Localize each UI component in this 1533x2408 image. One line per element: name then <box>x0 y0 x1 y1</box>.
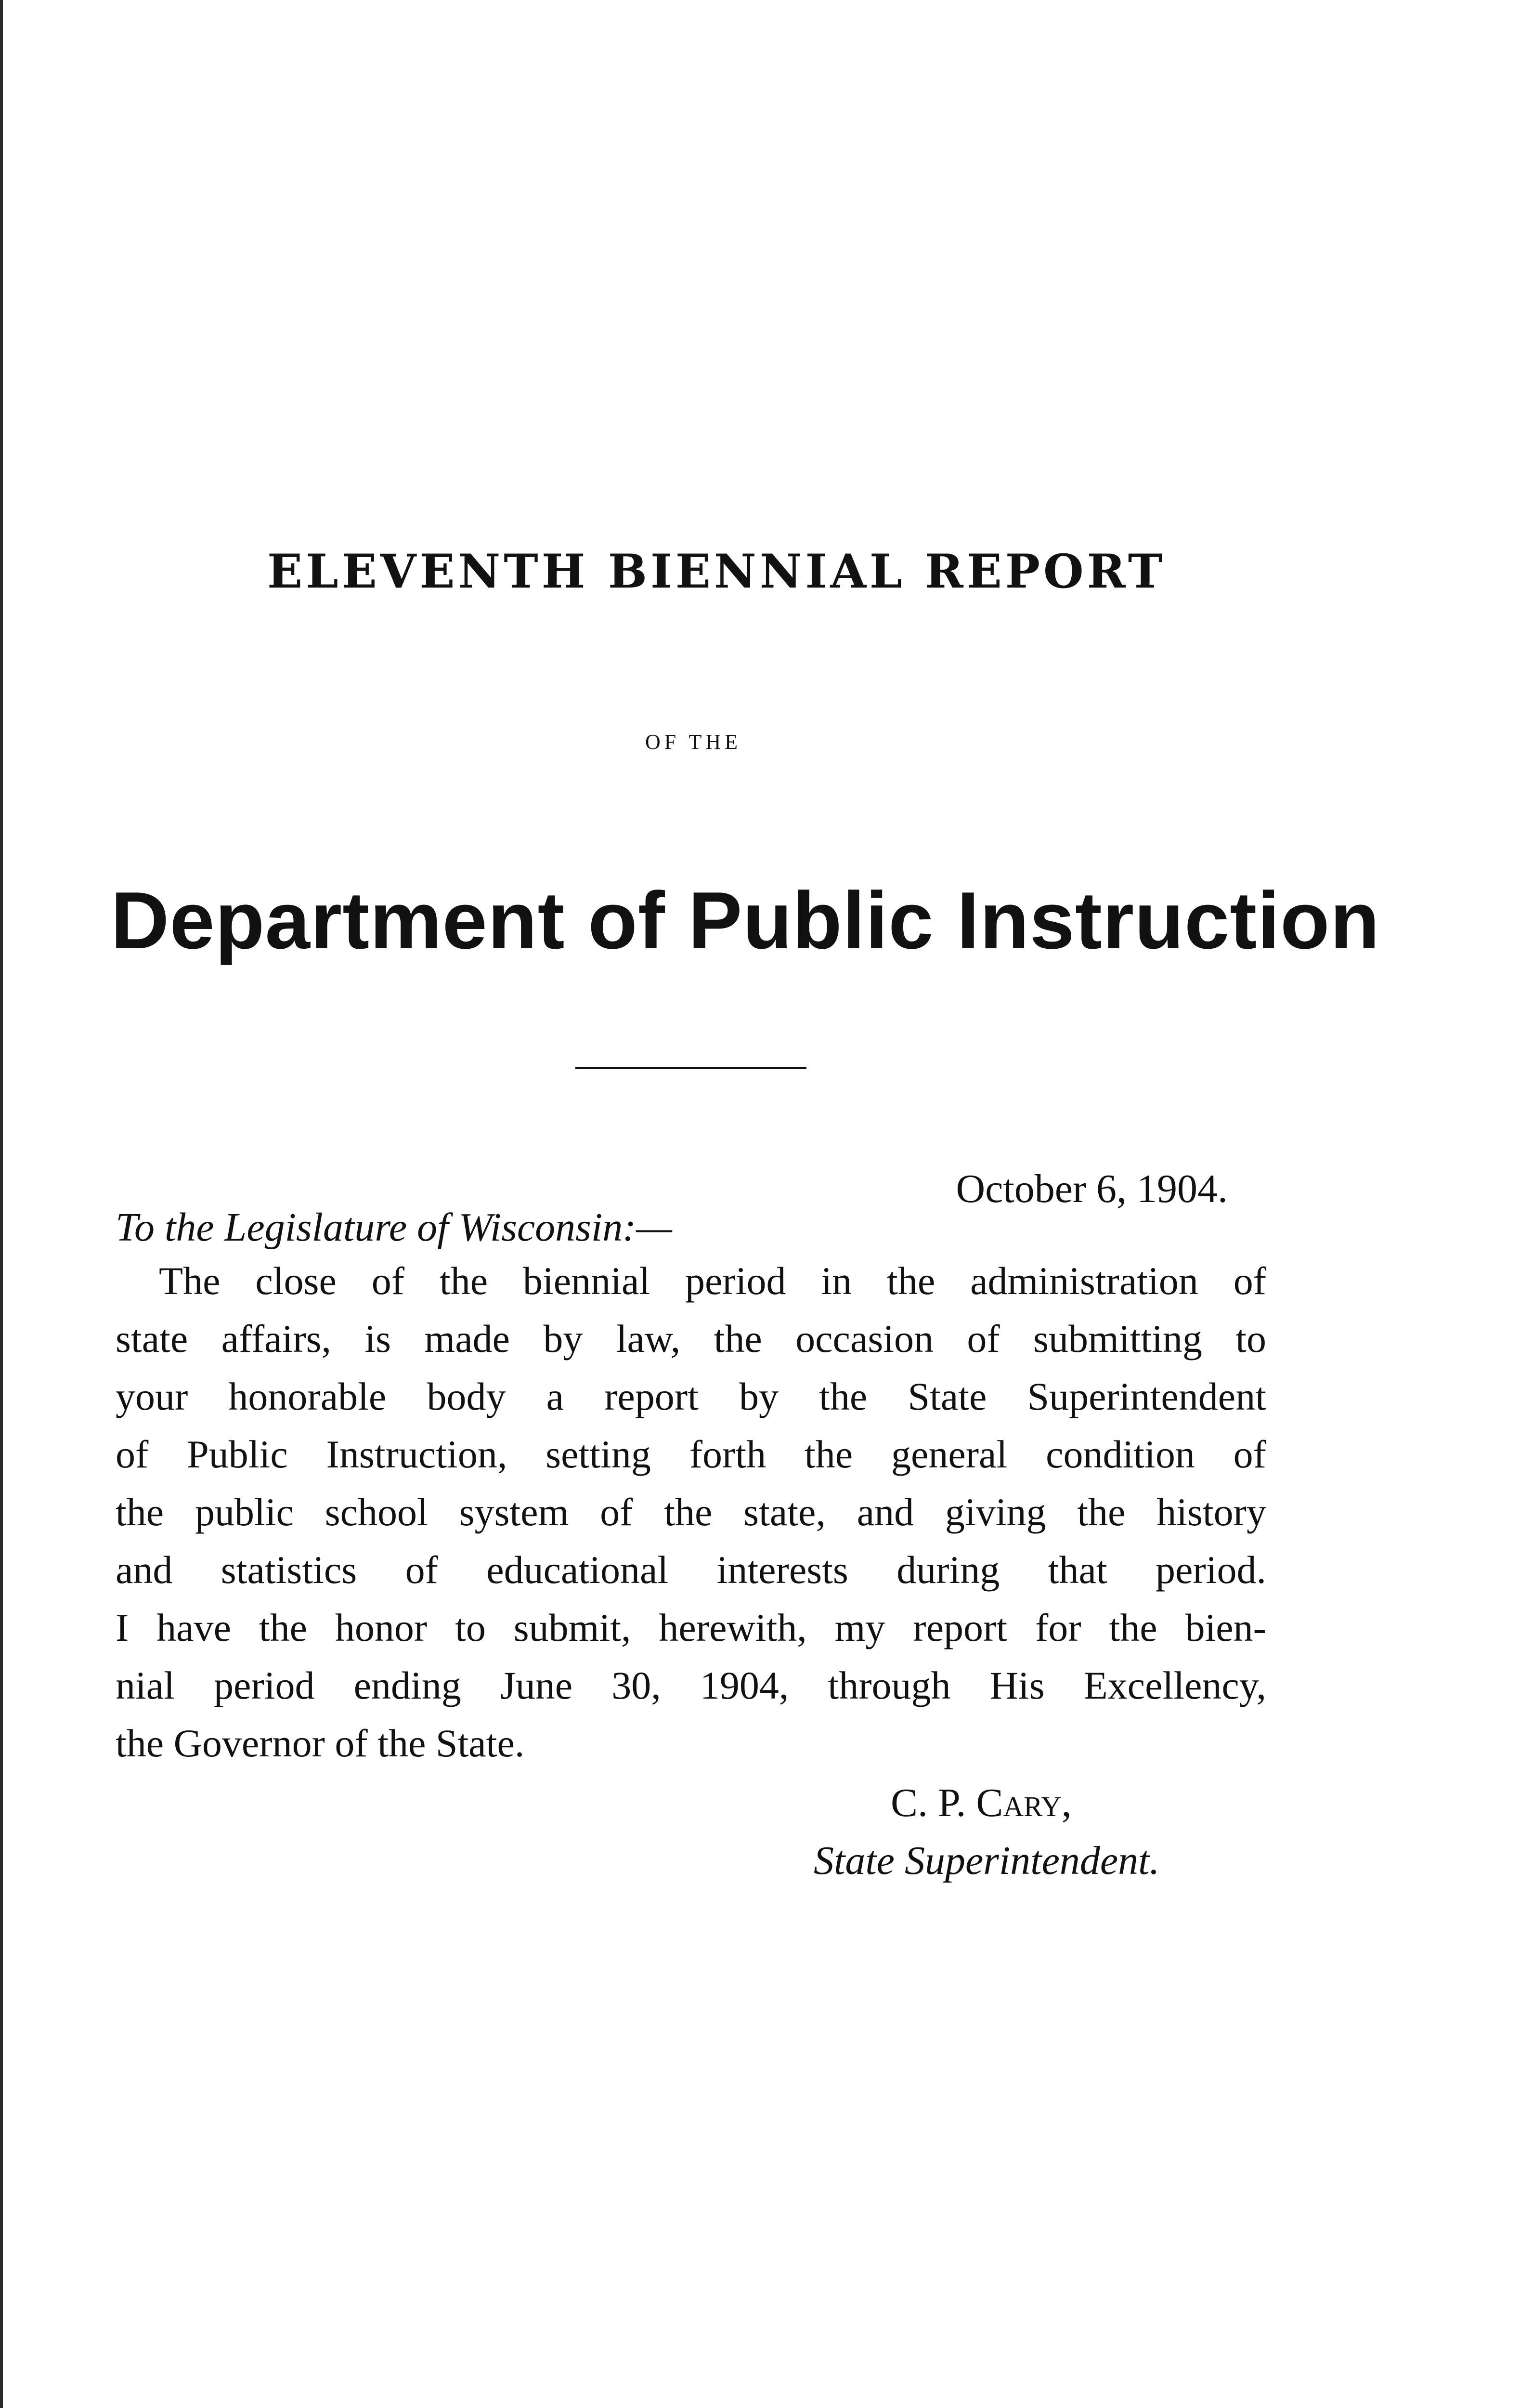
letter-body-line: your honorable body a report by the State Superintendent <box>116 1374 1266 1418</box>
letter-body-line: I have the honor to submit, herewith, my report for the bien- <box>116 1606 1266 1649</box>
letter-body-line: nial period ending June 30, 1904, through His Excellency, <box>116 1663 1266 1707</box>
letter-body-line: and statistics of educational interests during that period. <box>116 1548 1266 1592</box>
page-edge-shadow <box>0 0 3 2408</box>
letter-body-line: the Governor of the State. <box>116 1721 525 1765</box>
signature-name: C. P. Cary, <box>891 1780 1072 1825</box>
letter-body-line: state affairs, is made by law, the occasion of submitting to <box>116 1317 1266 1361</box>
letter-body-line: of Public Instruction, setting forth the general condition of <box>116 1432 1266 1476</box>
letter-body-line: the public school system of the state, and giving the history <box>116 1490 1266 1534</box>
report-subtitle-of-the: OF THE <box>645 730 741 754</box>
letter-body <box>116 1252 1266 1772</box>
section-divider <box>575 1067 806 1069</box>
letter-date: October 6, 1904. <box>956 1166 1228 1211</box>
letter-salutation: To the Legislature of Wisconsin:— <box>116 1205 672 1250</box>
department-heading: Department of Public Instruction <box>111 875 1380 966</box>
report-title: ELEVENTH BIENNIAL REPORT <box>267 544 1166 599</box>
signature-title: State Superintendent. <box>814 1838 1160 1883</box>
letter-body-line: The close of the biennial period in the administration of <box>159 1259 1266 1303</box>
